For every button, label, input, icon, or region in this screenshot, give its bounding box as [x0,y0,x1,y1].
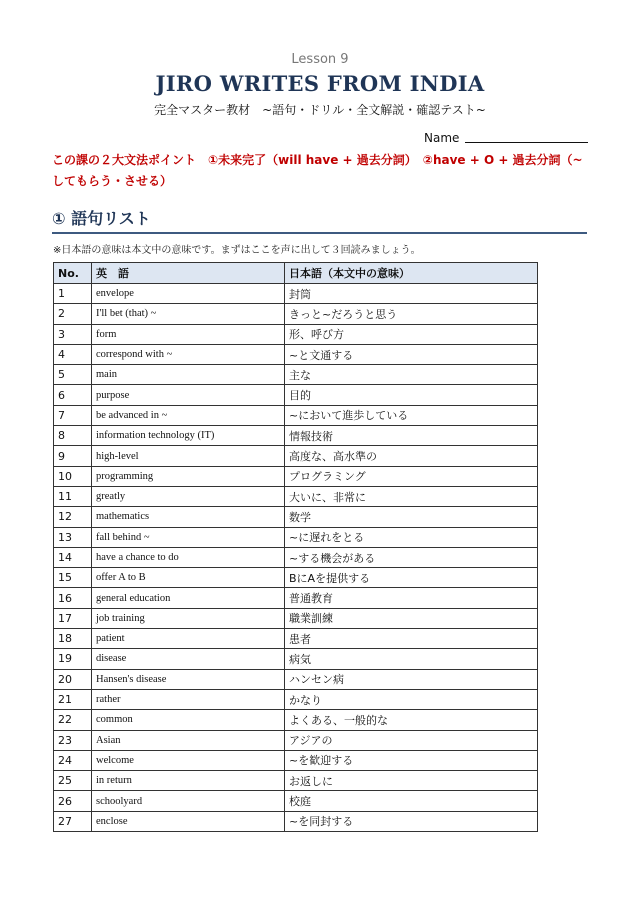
japanese-meaning: ~を歓迎する [285,750,538,770]
japanese-meaning: ~に遅れをとる [285,527,538,547]
name-blank-line [465,130,588,143]
header-japanese: 日本語（本文中の意味） [285,263,538,284]
english-term: fall behind ~ [92,527,285,547]
english-term: programming [92,466,285,486]
english-term: Hansen's disease [92,669,285,689]
table-row [54,324,538,344]
english-term: information technology (IT) [92,426,285,446]
vocabulary-table [53,262,538,832]
english-term: disease [92,649,285,669]
japanese-meaning: 患者 [285,629,538,649]
japanese-meaning: ハンセン病 [285,669,538,689]
row-number: 11 [54,486,92,506]
name-field [424,130,588,145]
table-row [54,344,538,364]
english-term: Asian [92,730,285,750]
row-number: 7 [54,405,92,425]
table-row [54,365,538,385]
row-number: 19 [54,649,92,669]
english-term: rather [92,689,285,709]
row-number: 16 [54,588,92,608]
row-number: 17 [54,608,92,628]
table-row [54,507,538,527]
japanese-meaning: 病気 [285,649,538,669]
header-no: No. [54,263,92,284]
table-row [54,689,538,709]
grammar-points: この課の２大文法ポイント ①未来完了（will have + 過去分詞） ②have + O + 過去分詞（~してもらう・させる） [52,153,583,188]
english-term: main [92,365,285,385]
row-number: 12 [54,507,92,527]
english-term: offer A to B [92,568,285,588]
japanese-meaning: かなり [285,689,538,709]
row-number: 24 [54,750,92,770]
japanese-meaning: 封筒 [285,284,538,304]
english-term: patient [92,629,285,649]
section-note: ※日本語の意味は本文中の意味です。まずはここを声に出して３回読みましょう。 [53,245,421,256]
japanese-meaning: ~と文通する [285,344,538,364]
english-term: common [92,710,285,730]
english-term: job training [92,608,285,628]
english-term: be advanced in ~ [92,405,285,425]
japanese-meaning: 形、呼び方 [285,324,538,344]
table-row [54,730,538,750]
section-heading: ① 語句リスト [52,206,587,234]
japanese-meaning: 職業訓練 [285,608,538,628]
row-number: 2 [54,304,92,324]
row-number: 5 [54,365,92,385]
table-row [54,710,538,730]
english-term: welcome [92,750,285,770]
row-number: 9 [54,446,92,466]
english-term: I'll bet (that) ~ [92,304,285,324]
table-row [54,446,538,466]
row-number: 27 [54,811,92,831]
name-label: Name [424,131,460,145]
page-title: JIRO WRITES FROM INDIA [155,71,485,96]
table-row [54,426,538,446]
row-number: 4 [54,344,92,364]
english-term: general education [92,588,285,608]
table-row [54,486,538,506]
japanese-meaning: 主な [285,365,538,385]
row-number: 22 [54,710,92,730]
japanese-meaning: ~を同封する [285,811,538,831]
table-row [54,547,538,567]
english-term: enclose [92,811,285,831]
table-row [54,304,538,324]
japanese-meaning: ~する機会がある [285,547,538,567]
lesson-label: Lesson 9 [291,52,349,67]
english-term: high-level [92,446,285,466]
row-number: 18 [54,629,92,649]
row-number: 20 [54,669,92,689]
table-row [54,385,538,405]
japanese-meaning: プログラミング [285,466,538,486]
page-subtitle: 完全マスター教材 ~語句・ドリル・全文解説・確認テスト~ [154,103,486,117]
table-row [54,629,538,649]
row-number: 15 [54,568,92,588]
japanese-meaning: きっと~だろうと思う [285,304,538,324]
table-row [54,608,538,628]
row-number: 3 [54,324,92,344]
japanese-meaning: BにAを提供する [285,568,538,588]
japanese-meaning: 数学 [285,507,538,527]
japanese-meaning: 情報技術 [285,426,538,446]
english-term: envelope [92,284,285,304]
row-number: 21 [54,689,92,709]
row-number: 25 [54,771,92,791]
row-number: 23 [54,730,92,750]
english-term: correspond with ~ [92,344,285,364]
table-row [54,284,538,304]
table-row [54,750,538,770]
table-header-row [54,263,538,284]
table-row [54,466,538,486]
english-term: greatly [92,486,285,506]
english-term: in return [92,771,285,791]
japanese-meaning: 普通教育 [285,588,538,608]
table-row [54,568,538,588]
japanese-meaning: 目的 [285,385,538,405]
row-number: 6 [54,385,92,405]
japanese-meaning: 校庭 [285,791,538,811]
japanese-meaning: お返しに [285,771,538,791]
table-row [54,791,538,811]
row-number: 8 [54,426,92,446]
english-term: schoolyard [92,791,285,811]
english-term: mathematics [92,507,285,527]
row-number: 1 [54,284,92,304]
japanese-meaning: 大いに、非常に [285,486,538,506]
table-row [54,811,538,831]
row-number: 13 [54,527,92,547]
row-number: 10 [54,466,92,486]
english-term: have a chance to do [92,547,285,567]
table-row [54,771,538,791]
japanese-meaning: ~において進歩している [285,405,538,425]
table-row [54,527,538,547]
english-term: form [92,324,285,344]
english-term: purpose [92,385,285,405]
japanese-meaning: アジアの [285,730,538,750]
table-row [54,669,538,689]
japanese-meaning: よくある、一般的な [285,710,538,730]
header-english: 英 語 [92,263,285,284]
row-number: 26 [54,791,92,811]
japanese-meaning: 高度な、高水準の [285,446,538,466]
row-number: 14 [54,547,92,567]
table-row [54,649,538,669]
table-row [54,588,538,608]
table-row [54,405,538,425]
